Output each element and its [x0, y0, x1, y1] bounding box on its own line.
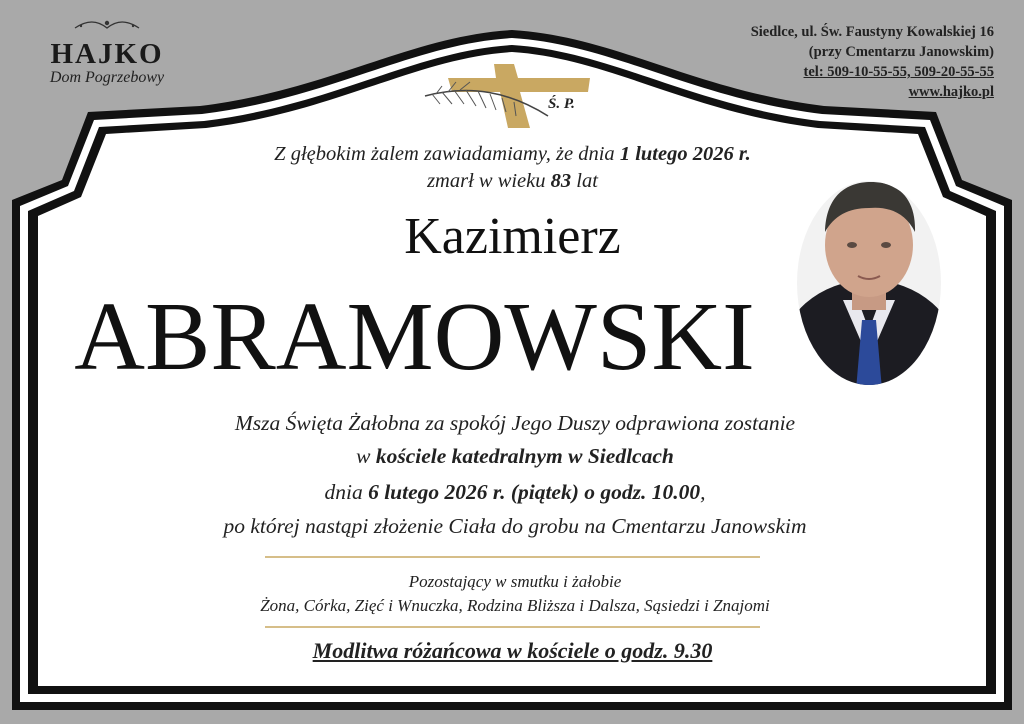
church-prefix: w [356, 444, 376, 468]
ornament-icon [67, 18, 147, 34]
contact-block [751, 22, 994, 102]
location: (przy Cmentarzu Janowskim) [808, 44, 994, 60]
datetime-prefix: dnia [324, 480, 369, 504]
announcement-line-1 [150, 141, 875, 168]
prayer-note: Modlitwa różańcowa w kościele o godz. 9.30 [312, 638, 713, 663]
announcement-line-2 [150, 168, 875, 195]
death-date: 1 lutego 2026 r. [619, 143, 751, 165]
funeral-line-3 [120, 476, 910, 508]
brand-subtitle: Dom Pogrzebowy [49, 69, 165, 86]
mourners-heading: Pozostający w smutku i żałobie [408, 572, 622, 591]
first-name: Kazimierz [404, 208, 621, 265]
funeral-line-4: po której nastąpi złożenie Ciała do grobu na Cmentarzu Janowskim [223, 514, 807, 538]
funeral-line-2 [120, 440, 910, 472]
address: Siedlce, ul. Św. Faustyny Kowalskiej 16 [750, 24, 994, 40]
brand-name: HAJKO [50, 38, 164, 70]
announcement-prefix: Z głębokim żalem zawiadamiamy, że dnia [274, 143, 620, 165]
sp-abbreviation: Ś. P. [548, 96, 575, 112]
age: 83 [550, 170, 572, 192]
datetime-suffix: , [700, 480, 706, 504]
age-prefix: zmarł w wieku [427, 170, 551, 192]
mourners-list: Żona, Córka, Zięć i Wnuczka, Rodzina Bliższa i Dalsza, Sąsiedzi i Znajomi [260, 596, 770, 615]
church: kościele katedralnym w Siedlcach [375, 444, 674, 468]
age-suffix: lat [571, 170, 598, 192]
website-link[interactable]: www.hajko.pl [908, 84, 994, 100]
funeral-line-1: Msza Święta Żałobna za spokój Jego Duszy odprawiona zostanie [234, 411, 796, 435]
brand-logo [22, 18, 192, 87]
funeral-datetime: 6 lutego 2026 r. (piątek) o godz. 10.00 [368, 480, 701, 504]
last-name: ABRAMOWSKI [74, 283, 755, 391]
phones-link[interactable]: tel: 509-10-55-55, 509-20-55-55 [803, 64, 994, 80]
